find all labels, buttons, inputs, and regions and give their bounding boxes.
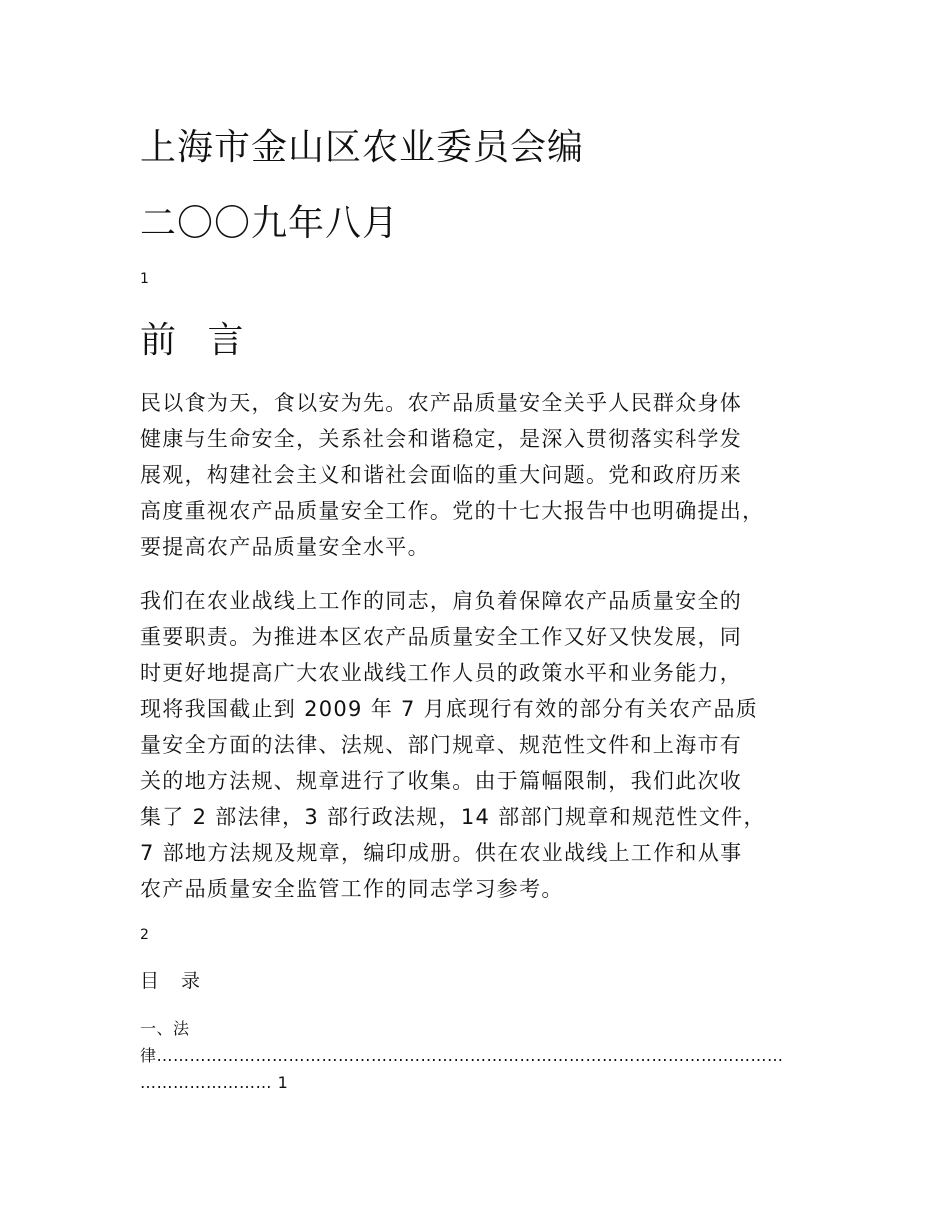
toc-entry-law-label: 一、法 <box>140 1019 190 1038</box>
publication-date: 二〇〇九年八月 <box>140 203 400 244</box>
paragraph-line: 我们在农业战线上工作的同志，肩负着保障农产品质量安全的 <box>140 589 743 613</box>
preface-paragraph-2 <box>140 583 820 907</box>
toc-entry-law-page: …………………… 1 <box>140 1073 289 1092</box>
editor-title: 上海市金山区农业委员会编 <box>140 127 585 168</box>
page-number-1: 1 <box>140 271 149 287</box>
preface-paragraph-1 <box>140 385 820 565</box>
paragraph-line: 时更好地提高广大农业战线工作人员的政策水平和业务能力， <box>140 661 743 685</box>
paragraph-line: 健康与生命安全，关系社会和谐稳定，是深入贯彻落实科学发 <box>140 427 743 451</box>
paragraph-line: 展观，构建社会主义和谐社会面临的重大问题。党和政府历来 <box>140 463 743 487</box>
paragraph-line: 关的地方法规、规章进行了收集。由于篇幅限制，我们此次收 <box>140 769 743 793</box>
preface-heading: 前 言 <box>140 320 254 361</box>
page-number-2: 2 <box>140 927 149 943</box>
paragraph-line: 高度重视农产品质量安全工作。党的十七大报告中也明确提出， <box>140 499 765 523</box>
paragraph-line: 7 部地方法规及规章，编印成册。供在农业战线上工作和从事 <box>140 841 743 865</box>
paragraph-line: 现将我国截止到 2009 年 7 月底现行有效的部分有关农产品质 <box>140 697 759 721</box>
paragraph-line: 重要职责。为推进本区农产品质量安全工作又好又快发展，同 <box>140 625 743 649</box>
toc-entry-law-leader: 律…………………………………………………………………………………………………… <box>140 1046 784 1065</box>
paragraph-line: 农产品质量安全监管工作的同志学习参考。 <box>140 877 564 901</box>
paragraph-line: 要提高农产品质量安全水平。 <box>140 535 430 559</box>
paragraph-line: 民以食为天，食以安为先。农产品质量安全关乎人民群众身体 <box>140 391 743 415</box>
paragraph-line: 量安全方面的法律、法规、部门规章、规范性文件和上海市有 <box>140 733 743 757</box>
toc-heading: 目 录 <box>140 970 209 992</box>
paragraph-line: 集了 2 部法律，3 部行政法规，14 部部门规章和规范性文件， <box>140 805 766 829</box>
